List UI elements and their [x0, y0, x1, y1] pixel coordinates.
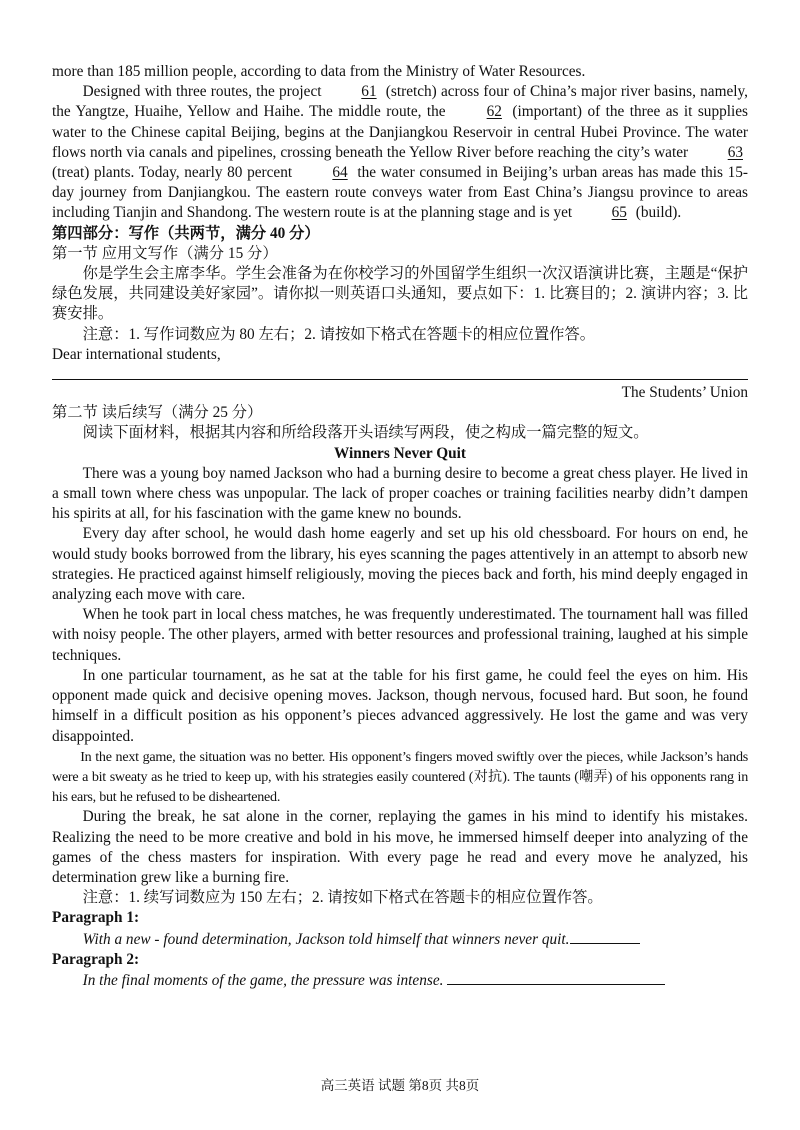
cloze-paragraph — [52, 82, 748, 223]
blank-61[interactable]: 61 — [361, 83, 377, 101]
part4-heading: 第四部分：写作（共两节，满分 40 分） — [52, 224, 320, 242]
cloze-text: (treat) plants. Today, nearly 80 percent — [52, 164, 293, 182]
paragraph2-line — [52, 970, 748, 991]
story-paragraph-5: In the next game, the situation was no better. His opponent’s fingers moved swiftly over the pieces, while Jackson’s hands were a bit sweaty as he tried to keep up, with his strategies easily countered (对抗). The taunts (嘲弄) of his opponents rang in his ears, but he refused to be disheartened. — [52, 748, 748, 806]
paragraph1-answer-blank[interactable] — [570, 929, 640, 944]
blank-64[interactable]: 64 — [332, 164, 348, 182]
section2-heading: 第二节 读后续写（满分 25 分） — [52, 404, 263, 422]
paragraph1-label: Paragraph 1: — [52, 909, 140, 927]
paragraph1-line — [52, 929, 748, 950]
cloze-text: the water consumed in Beijing’s urban areas has made this 15-day journey from Danjiangkou. The eastern route conveys water from East China’s Jiangsu province to areas including Tianjin and Shandong. The western route is at the planning stage and is yet — [52, 164, 749, 222]
cloze-text: (stretch) across four of China’s major river basins, namely, the Yangtze, Huaihe, Yellow and Haihe. The middle route, the — [52, 83, 749, 121]
reading-continuation-line: more than 185 million people, according to data from the Ministry of Water Resources. — [52, 63, 586, 80]
exam-page — [52, 62, 748, 991]
cloze-text: (build). — [635, 204, 682, 222]
story-paragraph-2: Every day after school, he would dash home eagerly and set up his old chessboard. For hours on end, he would study books borrowed from the library, his eyes scanning the pages attentively in an attempt to absorb new strategies. He practiced against himself religiously, moving the pieces back and forth, his mind deeply engaged in analyzing each move with care. — [52, 525, 748, 604]
letter-greeting: Dear international students, — [52, 345, 221, 363]
section1-note: 注意：1. 写作词数应为 80 左右；2. 请按如下格式在答题卡的相应位置作答。 — [82, 325, 596, 343]
page-footer: 高三英语 试题 第8页 共8页 — [320, 1078, 480, 1093]
story-paragraph-6: During the break, he sat alone in the corner, replaying the games in his mind to identify his mistakes. Realizing the need to be more creative and bold in his move, he immersed himself deeper into analyzing of the games of the chess masters for inspiration. With every page he read and every move he analyzed, his determination grew like a burning fire. — [52, 808, 748, 886]
blank-63[interactable]: 63 — [727, 143, 743, 161]
section2-instruction: 阅读下面材料，根据其内容和所给段落开头语续写两段，使之构成一篇完整的短文。 — [82, 424, 649, 442]
story-title: Winners Never Quit — [333, 444, 466, 462]
paragraph2-label: Paragraph 2: — [52, 950, 140, 968]
story-paragraph-3: When he took part in local chess matches, he was frequently underestimated. The tournament hall was filled with noisy people. The other players, armed with better resources and professional training, laughed at his simple techniques. — [52, 606, 748, 664]
story-paragraph-1: There was a young boy named Jackson who had a burning desire to become a great chess player. He lived in a small town where chess was unpopular. The lack of proper coaches or training facilities nearby didn’t dampen his spirits at all, for his fascination with the game knew no bounds. — [52, 464, 748, 523]
section1-heading: 第一节 应用文写作（满分 15 分） — [52, 244, 278, 262]
cloze-text: Designed with three routes, the project — [82, 83, 322, 101]
blank-62[interactable]: 62 — [486, 103, 502, 121]
answer-line[interactable] — [52, 379, 748, 380]
story-paragraph-4: In one particular tournament, as he sat at the table for his first game, he could feel the eyes on him. His opponent made quick and decisive opening moves. Jackson, though nervous, focused hard. But soon, he found himself in a difficult position as his opponent’s pieces advanced aggressively. He lost the game and was very disappointed. — [52, 666, 748, 745]
section1-prompt: 你是学生会主席李华。学生会准备为在你校学习的外国留学生组织一次汉语演讲比赛，主题是“保护绿色发展，共同建设美好家园”。请你拟一则英语口头通知，要点如下：1. 比赛目的；2. 演讲内容；3. 比赛安排。 — [52, 265, 748, 323]
letter-signoff: The Students’ Union — [621, 384, 748, 402]
paragraph2-start: In the final moments of the game, the pressure was intense. — [82, 971, 444, 989]
section2-note: 注意：1. 续写词数应为 150 左右；2. 请按如下格式在答题卡的相应位置作答。 — [82, 889, 603, 907]
paragraph2-answer-blank[interactable] — [447, 970, 665, 985]
paragraph1-start: With a new - found determination, Jackson told himself that winners never quit. — [82, 930, 570, 948]
cloze-text: (important) of the three as it supplies water to the Chinese capital Beijing, begins at the Danjiangkou Reservoir in central Hubei Province. The water flows north via canals and pipelines, crossing beneath the Yellow River before reaching the city’s water — [52, 103, 748, 161]
blank-65[interactable]: 65 — [611, 204, 627, 222]
